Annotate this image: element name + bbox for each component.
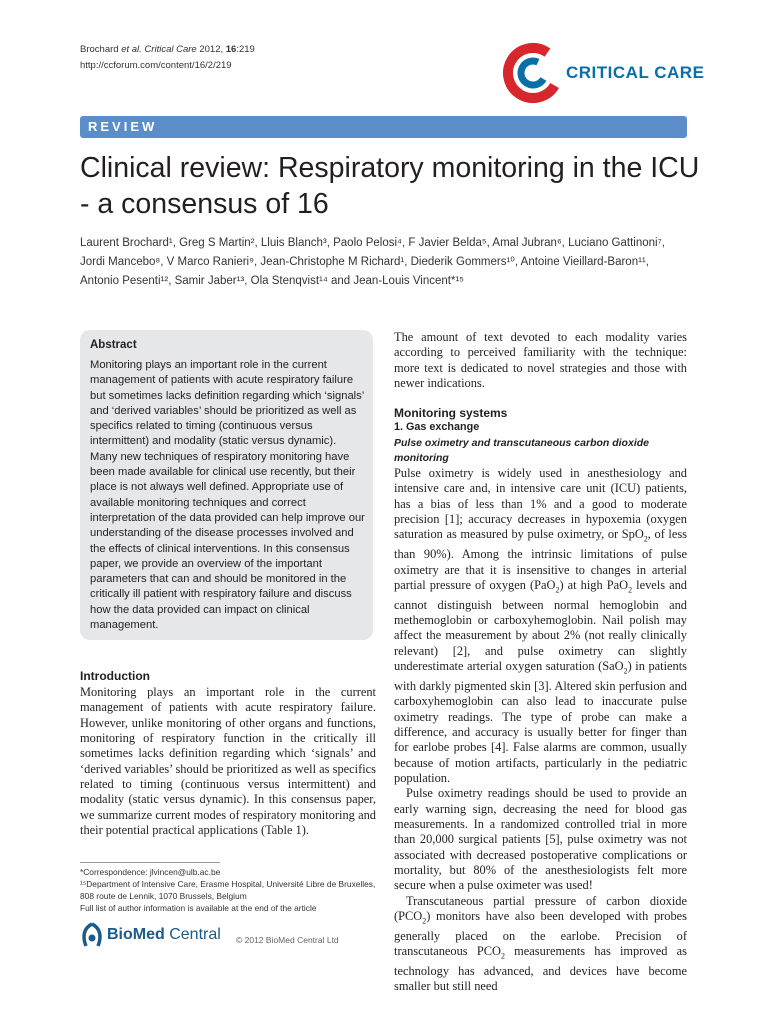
article-type-label: REVIEW <box>88 119 158 134</box>
citation-year: 2012, <box>196 44 226 55</box>
citation-page: :219 <box>236 44 255 55</box>
footnotes <box>80 866 376 914</box>
citation-journal: Critical Care <box>141 44 197 55</box>
abstract-text: Monitoring plays an important role in the current management of patients with acute respiratory failure but sometimes lacks definition regarding which ‘signals’ and ‘derived variables’ should be prioritized as well as specifics related to timing (continuous versus intermittent) and modality (static versus dynamic). Many new techniques of respiratory monitoring have been made available for clinical use recently, but their place is not always well defined. Appropriate use of available monitoring techniques and correct interpretation of the data provided can help improve our understanding of the disease processes involved and the effects of clinical interventions. In this consensus paper, we provide an overview of the important parameters that can and should be monitored in the critically ill patient with respiratory failure and discuss how the data provided can impact on clinical management. <box>90 359 365 632</box>
p3-text-a: Transcutaneous partial pressure of carbon dioxide (PCO <box>394 893 687 924</box>
modality-paragraph: The amount of text devoted to each modality varies according to perceived familiarity with the technique: more text is dedicated to novel strategies and those with newer indications. <box>394 330 687 391</box>
p1-text-d: levels and cannot distinguish between normal hemoglobin and methemoglobin or carboxyhemoglobin. Nail polish may affect the measurement by about 2% (not really clinically relevant) [2], and pulse oximetry can slightly underestimate arterial oxygen saturation (SaO <box>394 577 687 674</box>
p3-text-c: measurements has improved as technology has advanced, and devices have become smaller but still need <box>394 944 687 994</box>
subscript-2: 2 <box>628 585 633 595</box>
subscript-2: 2 <box>555 585 560 595</box>
early-warning-paragraph: Pulse oximetry readings should be used to provide an early warning sign, decreasing the need for blood gas measurements. In a randomized controlled trial in more than 20,000 surgical patients [5], pulse oximetry was not associated with decreased postoperative complications or mortality, but 80% of the anesthesiologists felt more secure when a pulse oximeter was used! <box>394 786 687 893</box>
p3-text-b: ) monitors have also been developed with probes generally placed on the earlobe. Precision of transcutaneous PCO <box>394 909 687 959</box>
subscript-2: 2 <box>500 951 505 961</box>
article-type-bar <box>80 116 687 138</box>
article-title: Clinical review: Respiratory monitoring in the ICU - a consensus of 16 <box>80 152 700 220</box>
citation-authors: Brochard <box>80 44 122 55</box>
citation-line <box>80 42 255 58</box>
monitoring-systems-heading: Monitoring systems <box>394 406 508 420</box>
article-url[interactable]: http://ccforum.com/content/16/2/219 <box>80 60 232 71</box>
correspondence-note: *Correspondence: jlvincen@ulb.ac.be <box>80 867 221 877</box>
citation-block <box>80 42 255 74</box>
introduction-heading: Introduction <box>80 669 150 683</box>
biomed-wordmark: BioMed <box>107 926 165 943</box>
citation-volume: 16 <box>225 44 237 55</box>
author-list: Laurent Brochard¹, Greg S Martin², Lluis Blanch³, Paolo Pelosi⁴, F Javier Belda⁵, Amal Jubran⁶, Luciano Gattinoni⁷, Jordi Mancebo⁸, V Marco Ranieri⁹, Jean-Christophe M Richard¹, Diederik Gommers¹⁰, Antoine Vieillard-Baron¹¹, Antonio Pesenti¹², Samir Jaber¹³, Ola Stenqvist¹⁴ and Jean-Louis Vincent*¹⁵ <box>80 237 665 287</box>
p1-text-e: ) in patients with darkly pigmented skin [3]. Altered skin perfusion and carboxyhemoglobin can also lead to inaccurate pulse oximetry readings. The type of probe can make a difference, and accuracy is usually better for finger than for earlobe probes [4]. False alarms are common, usually because of motion artifacts, particularly in the pediatric population. <box>394 659 687 785</box>
journal-logo-text: CRITICAL CARE <box>566 63 705 82</box>
affiliation-note: ¹⁵Department of Intensive Care, Erasme Hospital, Université Libre de Bruxelles, 808 route de Lennik, 1070 Brussels, Belgium <box>80 879 376 901</box>
subscript-2: 2 <box>643 534 648 544</box>
author-info-note: Full list of author information is available at the end of the article <box>80 903 317 913</box>
pulse-oximetry-heading: Pulse oximetry and transcutaneous carbon dioxide monitoring <box>394 437 649 464</box>
p1-text-c: ) at high PaO <box>559 577 629 592</box>
biomed-central-wordmark <box>107 926 221 944</box>
introduction-text: Monitoring plays an important role in the current management of patients with acute respiratory failure. However, unlike monitoring of other organs and functions, monitoring of respiratory function in the critically ill sometimes lacks definition regarding which ‘signals’ and ‘derived variables’ should be prioritized as well as specifics related to timing (continuous versus intermittent) and modality (static versus dynamic). In this consensus paper, we summarize current modes of respiratory monitoring and their potential practical applications (Table 1). <box>80 685 376 838</box>
pulse-oximetry-paragraph <box>394 466 687 786</box>
footnote-divider <box>80 862 220 863</box>
transcutaneous-paragraph <box>394 894 687 995</box>
right-column-body <box>394 466 687 995</box>
central-wordmark: Central <box>164 926 221 943</box>
abstract-heading: Abstract <box>90 339 137 351</box>
p1-text-a: Pulse oximetry is widely used in anesthesiology and intensive care and, in intensive care unit (ICU) patients, has a bias of less than 1% and a good to moderate precision [1]; accuracy decreases in hypoxemia (oxygen saturation as measured by pulse oximetry, or SpO <box>394 466 687 542</box>
p1-text-b: , of less than 90%). Among the intrinsic limitations of pulse oximetry are that it is insensitive to changes in arterial partial pressure of oxygen (PaO <box>394 527 688 592</box>
copyright-notice: © 2012 BioMed Central Ltd <box>236 935 339 945</box>
subscript-2: 2 <box>422 916 427 926</box>
gas-exchange-heading: 1. Gas exchange <box>394 421 480 433</box>
publisher-logo <box>80 922 230 952</box>
subscript-2: 2 <box>623 666 628 676</box>
citation-etal: et al. <box>121 44 142 55</box>
biomed-central-logo-icon <box>80 922 104 950</box>
